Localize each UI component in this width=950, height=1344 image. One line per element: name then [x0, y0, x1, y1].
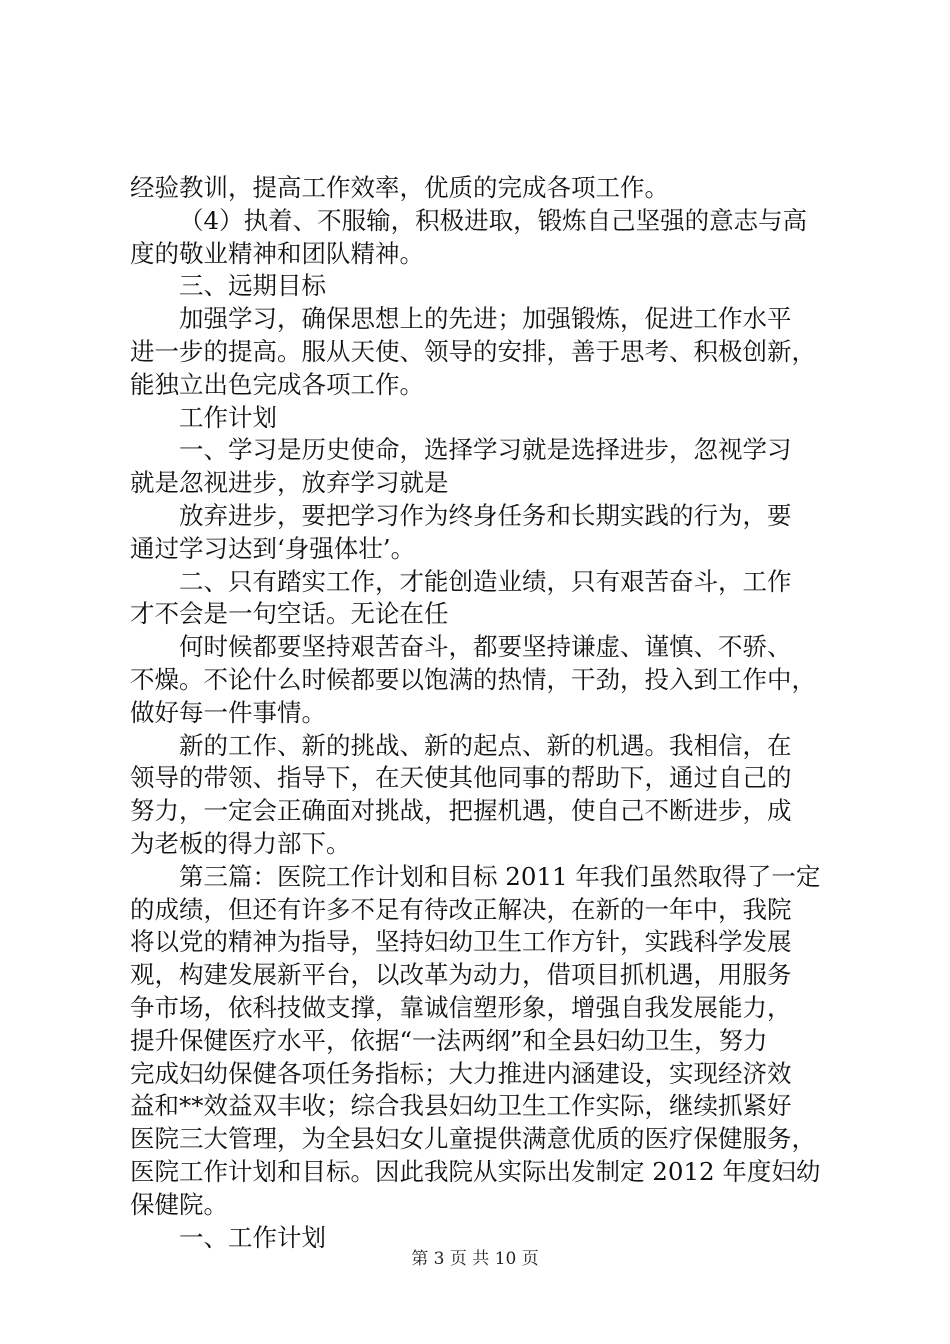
text-line: 完成妇幼保健各项任务指标；大力推进内涵建设，实现经济效 — [130, 1058, 792, 1088]
text-line: 三、远期目标 — [179, 271, 326, 301]
text-line: 工作计划 — [179, 402, 277, 432]
text-line: 新的工作、新的挑战、新的起点、新的机遇。我相信，在 — [179, 730, 792, 760]
text-line: 能独立出色完成各项工作。 — [130, 369, 424, 399]
text-line: 观，构建发展新平台，以改革为动力，借项目抓机遇，用服务 — [130, 960, 792, 990]
text-line: 将以党的精神为指导，坚持妇幼卫生工作方针，实践科学发展 — [130, 927, 792, 957]
text-line: 放弃进步，要把学习作为终身任务和长期实践的行为，要 — [179, 500, 792, 530]
page-footer: 第 3 页 共 10 页 — [411, 1249, 539, 1269]
text-line: 不燥。不论什么时候都要以饱满的热情，干劲，投入到工作中， — [130, 664, 816, 694]
text-line: 医院三大管理，为全县妇女儿童提供满意优质的医疗保健服务， — [130, 1124, 816, 1154]
text-line: 一、学习是历史使命，选择学习就是选择进步，忽视学习 — [179, 435, 792, 465]
text-line: 何时候都要坚持艰苦奋斗，都要坚持谦虚、谨慎、不骄、 — [179, 632, 792, 662]
text-line: 通过学习达到‘身强体壮’。 — [130, 533, 416, 563]
text-line: 度的敬业精神和团队精神。 — [130, 238, 424, 268]
text-line: 进一步的提高。服从天使、领导的安排，善于思考、积极创新， — [130, 336, 816, 366]
text-line: 第三篇：医院工作计划和目标 2011 年我们虽然取得了一定 — [179, 861, 821, 891]
text-line: 保健院。 — [130, 1189, 228, 1219]
text-line: 二、只有踏实工作，才能创造业绩，只有艰苦奋斗，工作 — [179, 566, 792, 596]
text-line: 争市场，依科技做支撑，靠诚信塑形象，增强自我发展能力， — [130, 992, 792, 1022]
text-line: 领导的带领、指导下，在天使其他同事的帮助下，通过自己的 — [130, 763, 792, 793]
text-line: 才不会是一句空话。无论在任 — [130, 599, 449, 629]
text-line: 医院工作计划和目标。因此我院从实际出发制定 2012 年度妇幼 — [130, 1156, 821, 1186]
text-line: 提升保健医疗水平，依据“一法两纲”和全县妇幼卫生，努力 — [130, 1025, 768, 1055]
text-line: 经验教训，提高工作效率，优质的完成各项工作。 — [130, 173, 669, 202]
text-line: 做好每一件事情。 — [130, 697, 326, 727]
text-line: 为老板的得力部下。 — [130, 828, 351, 858]
text-line: 的成绩，但还有许多不足有待改正解决，在新的一年中，我院 — [130, 894, 792, 924]
text-line: （4）执着、不服输，积极进取，锻炼自己坚强的意志与高 — [179, 205, 808, 235]
text-line: 努力，一定会正确面对挑战，把握机遇，使自己不断进步，成 — [130, 796, 792, 826]
text-line: 益和**效益双丰收；综合我县妇幼卫生工作实际，继续抓紧好 — [130, 1091, 792, 1121]
text-line: 就是忽视进步，放弃学习就是 — [130, 468, 449, 498]
text-line: 加强学习，确保思想上的先进；加强锻炼，促进工作水平 — [179, 304, 792, 334]
document-body — [130, 172, 835, 1254]
text-line: 一、工作计划 — [179, 1222, 326, 1252]
